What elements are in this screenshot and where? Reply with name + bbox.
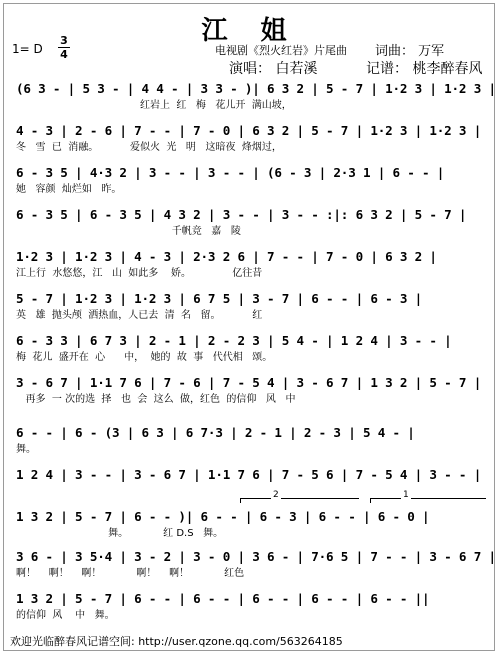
time-signature <box>58 35 70 60</box>
lyrics: 江上行 水悠悠，江 山 如此多 娇。 亿往昔 <box>16 268 263 279</box>
lyrics: 再多 一 次的选 择 也 会 这么 做，红色 的信仰 风 中 <box>16 394 296 405</box>
lyrics: 的信仰 风 中 舞。 <box>16 610 115 621</box>
lyrics: 舞。 红 D.S 舞。 <box>16 528 224 539</box>
lyrics: 冬 雪 已 消融。 爱似火 光 明 这暗夜 烽烟过， <box>16 142 282 153</box>
transcriber-credit: 记谱： 桃李醉春风 <box>366 61 483 77</box>
notation: 1·2 3 | 1·2 3 | 4 - 3 | 2·3 2 6 | 7 - - | 7 - 0 | 6 3 2 | <box>16 249 437 264</box>
score-line-7 <box>16 332 486 364</box>
notation: (6 3 - | 5 3 - | 4 4 - | 3 3 - )| 6 3 2 | 5 - 7 | 1·2 3 | 1·2 3 | <box>16 81 496 96</box>
lyrics: 千帆竞 嘉 陵 <box>16 226 241 237</box>
notation: 5 - 7 | 1·2 3 | 1·2 3 | 6 7 5 | 3 - 7 | 6 - - | 6 - 3 | <box>16 291 423 306</box>
score-line-9 <box>16 424 486 456</box>
lyrics: 英 雄 抛头颅 洒热血，人已去 清 名 留。 红 <box>16 310 263 321</box>
lyrics: 舞。 <box>16 444 36 455</box>
volta-number: 1 <box>403 490 409 500</box>
notation: 6 - 3 3 | 6 7 3 | 2 - 1 | 2 - 2 3 | 5 4 - | 1 2 4 | 3 - - | <box>16 333 452 348</box>
score-line-6 <box>16 290 486 322</box>
first-ending-bracket <box>370 490 486 503</box>
lyrics: 啊！ 啊！ 啊！ 啊！ 啊！ 红色 <box>16 568 245 579</box>
score-line-4 <box>16 206 486 238</box>
notation: 6 - - | 6 - (3 | 6 3 | 6 7·3 | 2 - 1 | 2 - 3 | 5 4 - | <box>16 425 415 440</box>
singer-credit: 演唱： 白若溪 <box>229 61 318 77</box>
notation: 6 - 3 5 | 6 - 3 5 | 4 3 2 | 3 - - | 3 - - :|: 6 3 2 | 5 - 7 | <box>16 207 467 222</box>
score-line-1 <box>16 80 496 112</box>
notation: 3 - 6 7 | 1·1 7 6 | 7 - 6 | 7 - 5 4 | 3 - 6 7 | 1 3 2 | 5 - 7 | <box>16 375 482 390</box>
score-line-3 <box>16 164 486 196</box>
meter-bottom: 4 <box>60 48 68 61</box>
footer-credit: 欢迎光临醉春风记谱空间: http://user.qzone.qq.com/563264185 <box>10 635 343 648</box>
volta-number: 2 <box>273 490 279 500</box>
song-subtitle: 电视剧《烈火红岩》片尾曲 <box>215 44 347 57</box>
score-line-13 <box>16 590 486 622</box>
notation: 3 6 - | 3 5·4 | 3 - 2 | 3 - 0 | 3 6 - | 7·6 5 | 7 - - | 3 - 6 7 | <box>16 549 496 564</box>
lyrics: 梅 花儿 盛开在 心 中， 她的 故 事 代代相 颂。 <box>16 352 273 363</box>
score-line-12 <box>16 548 496 580</box>
notation: 1 2 4 | 3 - - | 3 - 6 7 | 1·1 7 6 | 7 - 5 6 | 7 - 5 4 | 3 - - | <box>16 467 482 482</box>
notation: 6 - 3 5 | 4·3 2 | 3 - - | 3 - - | (6 - 3 | 2·3 1 | 6 - - | <box>16 165 445 180</box>
score-line-11 <box>16 508 486 540</box>
notation: 1 3 2 | 5 - 7 | 6 - - | 6 - - | 6 - - | 6 - - | 6 - - || <box>16 591 430 606</box>
lyrics: 她 容颜 灿烂如 昨。 <box>16 184 122 195</box>
key-signature: 1= D <box>12 42 43 56</box>
score-line-5 <box>16 248 486 280</box>
score-line-8 <box>16 374 486 406</box>
song-title: 江 姐 <box>201 16 299 46</box>
lyrics: 红岩上 红 梅 花儿开 满山坡， <box>16 100 292 111</box>
notation: 1 3 2 | 5 - 7 | 6 - - )| 6 - - | 6 - 3 | 6 - - | 6 - 0 | <box>16 509 430 524</box>
second-ending-bracket <box>240 490 359 503</box>
notation: 4 - 3 | 2 - 6 | 7 - - | 7 - 0 | 6 3 2 | 5 - 7 | 1·2 3 | 1·2 3 | <box>16 123 482 138</box>
lyrics <box>16 486 486 498</box>
meter-top: 3 <box>60 34 68 47</box>
score-line-2 <box>16 122 486 154</box>
lyricist-credit: 词曲： 万军 <box>375 44 445 59</box>
score-line-10 <box>16 466 486 498</box>
